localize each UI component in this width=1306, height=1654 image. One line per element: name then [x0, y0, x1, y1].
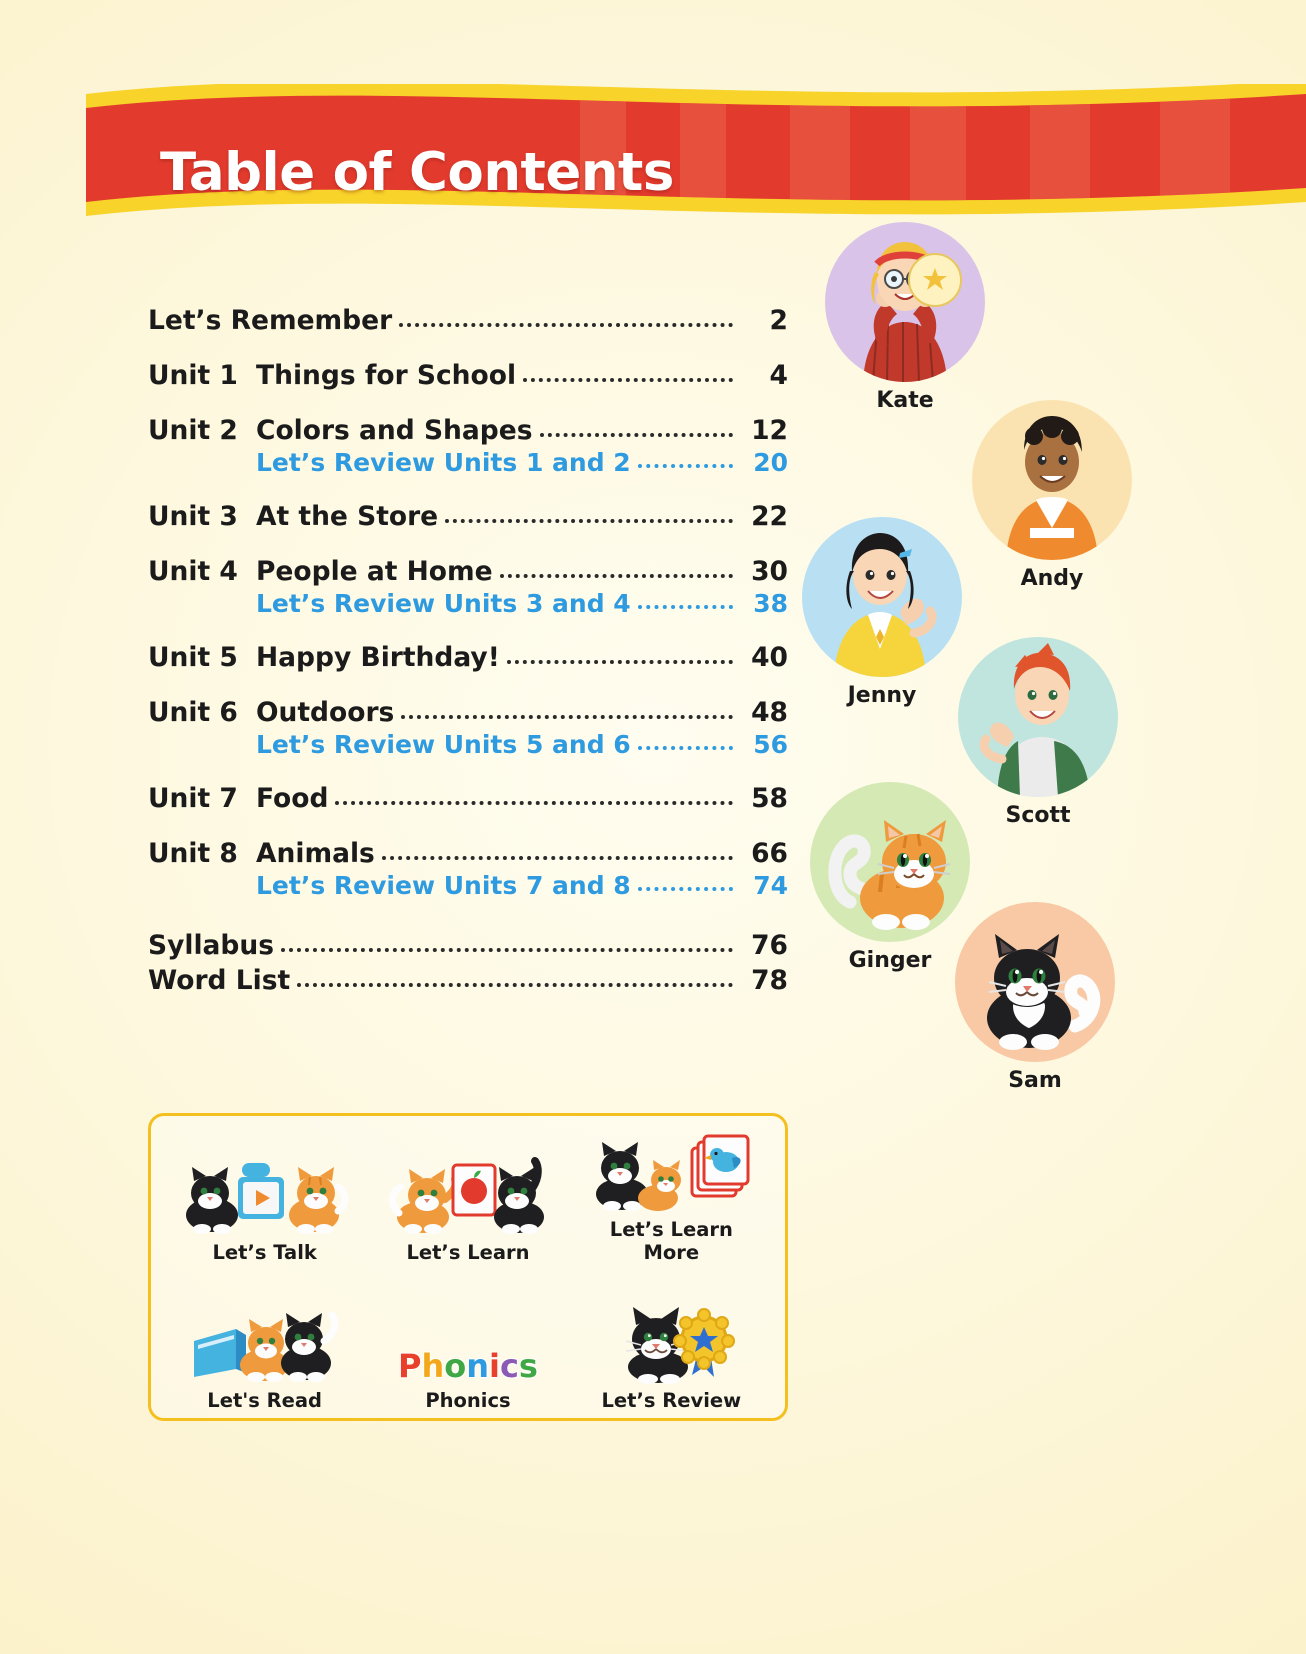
page-number: 78	[751, 965, 788, 996]
toc-row-review[interactable]	[148, 730, 788, 759]
phonics-word-icon	[380, 1293, 556, 1385]
leader-dots	[638, 463, 733, 468]
toc-row-review[interactable]	[148, 589, 788, 618]
page-number: 38	[753, 589, 788, 618]
toc-row[interactable]	[148, 783, 788, 814]
character-jenny[interactable]	[802, 517, 962, 708]
page-number: 2	[769, 305, 788, 336]
boy-avatar	[972, 400, 1132, 560]
toc-row-review[interactable]	[148, 448, 788, 477]
toc-row[interactable]	[148, 642, 788, 673]
entry-title: Animals	[256, 838, 375, 869]
character-name: Andy	[1020, 566, 1084, 591]
cats-with-book-icon	[177, 1293, 353, 1385]
toc-entry-unit-6	[148, 697, 788, 759]
page-number: 40	[751, 642, 788, 673]
review-title: Let’s Review Units 3 and 4	[256, 589, 631, 618]
review-title: Let’s Review Units 5 and 6	[256, 730, 631, 759]
character-scott[interactable]	[958, 637, 1118, 828]
leader-dots	[335, 800, 733, 805]
unit-label: Unit 6	[148, 697, 238, 728]
toc-entry-unit-4	[148, 556, 788, 618]
page-title: Table of Contents	[160, 142, 674, 203]
leader-dots	[540, 432, 733, 437]
toc-row[interactable]	[148, 415, 788, 446]
character-kate[interactable]	[825, 222, 985, 413]
boy-clapping-avatar	[958, 637, 1118, 797]
toc-row-word-list[interactable]	[148, 965, 788, 996]
leader-dots	[399, 322, 733, 327]
toc-entry-unit-2	[148, 415, 788, 477]
legend-label: Let’s Learn	[406, 1241, 530, 1264]
leader-dots	[401, 714, 733, 719]
unit-label: Unit 5	[148, 642, 238, 673]
review-title: Let’s Review Units 1 and 2	[256, 448, 631, 477]
toc-row[interactable]	[148, 556, 788, 587]
legend-label: Let's Read	[207, 1389, 322, 1412]
character-name: Jenny	[847, 683, 917, 708]
toc-row[interactable]	[148, 305, 788, 336]
girl-clapping-avatar	[802, 517, 962, 677]
entry-title: At the Store	[256, 501, 439, 532]
legend-row-2	[151, 1264, 785, 1412]
entry-title: Colors and Shapes	[256, 415, 533, 446]
page-number: 76	[751, 930, 788, 961]
entry-title: Things for School	[256, 360, 517, 391]
legend-label: Phonics	[425, 1389, 511, 1412]
page-number: 58	[751, 783, 788, 814]
legend-label: Let’s Review	[601, 1389, 742, 1412]
legend-label: Let’s Learn More	[609, 1218, 733, 1264]
unit-label: Unit 8	[148, 838, 238, 869]
page-number: 66	[751, 838, 788, 869]
unit-label: Unit 2	[148, 415, 238, 446]
toc-row-review[interactable]	[148, 871, 788, 900]
black-cat-avatar	[955, 902, 1115, 1062]
leader-dots	[500, 573, 733, 578]
legend-item-lets-read[interactable]	[177, 1293, 353, 1412]
character-gallery	[800, 222, 1170, 1112]
toc-entry-unit-5	[148, 642, 788, 673]
unit-label: Unit 1	[148, 360, 238, 391]
leader-dots	[382, 855, 733, 860]
section-icon-legend	[148, 1113, 788, 1421]
table-of-contents	[148, 305, 788, 1000]
character-ginger[interactable]	[810, 782, 970, 973]
legend-item-lets-learn-more[interactable]	[583, 1122, 759, 1264]
page-number: 30	[751, 556, 788, 587]
cat-with-award-ribbon-icon	[583, 1293, 759, 1385]
character-name: Scott	[1005, 803, 1071, 828]
legend-item-lets-learn[interactable]	[380, 1145, 556, 1264]
review-title: Let’s Review Units 7 and 8	[256, 871, 631, 900]
entry-title: Let’s Remember	[148, 305, 393, 336]
leader-dots	[638, 886, 733, 891]
entry-title: Outdoors	[256, 697, 395, 728]
orange-cat-avatar	[810, 782, 970, 942]
legend-item-lets-talk[interactable]	[177, 1145, 353, 1264]
toc-row[interactable]	[148, 838, 788, 869]
entry-title: Word List	[148, 965, 291, 996]
character-name: Kate	[876, 388, 934, 413]
toc-back-matter	[148, 930, 788, 996]
page-number: 12	[751, 415, 788, 446]
legend-label: Let’s Talk	[212, 1241, 317, 1264]
unit-label: Unit 3	[148, 501, 238, 532]
cats-with-video-player-icon	[177, 1145, 353, 1237]
character-name: Ginger	[848, 948, 932, 973]
page-number: 48	[751, 697, 788, 728]
cats-with-flashcards-icon	[583, 1122, 759, 1214]
entry-title: People at Home	[256, 556, 493, 587]
unit-label: Unit 4	[148, 556, 238, 587]
leader-dots	[638, 604, 733, 609]
unit-label: Unit 7	[148, 783, 238, 814]
page-number: 74	[753, 871, 788, 900]
toc-row[interactable]	[148, 697, 788, 728]
toc-entry-unit-8	[148, 838, 788, 900]
legend-item-lets-review[interactable]	[583, 1293, 759, 1412]
leader-dots	[507, 659, 733, 664]
toc-entry-unit-7	[148, 783, 788, 814]
entry-title: Syllabus	[148, 930, 275, 961]
entry-title: Happy Birthday!	[256, 642, 500, 673]
leader-dots	[281, 947, 733, 952]
toc-row-syllabus[interactable]	[148, 930, 788, 961]
girl-with-ball-avatar	[825, 222, 985, 382]
leader-dots	[523, 377, 733, 382]
toc-row[interactable]	[148, 360, 788, 391]
toc-entry-unit-3	[148, 501, 788, 532]
leader-dots	[297, 982, 733, 987]
page-number: 56	[753, 730, 788, 759]
page-number: 22	[751, 501, 788, 532]
toc-row[interactable]	[148, 501, 788, 532]
character-andy[interactable]	[972, 400, 1132, 591]
cats-with-apple-card-icon	[380, 1145, 556, 1237]
legend-row-1	[151, 1116, 785, 1264]
leader-dots	[445, 518, 733, 523]
entry-title: Food	[256, 783, 329, 814]
page-number: 4	[769, 360, 788, 391]
legend-item-phonics[interactable]	[380, 1293, 556, 1412]
leader-dots	[638, 745, 733, 750]
character-sam[interactable]	[955, 902, 1115, 1093]
phonics-word: Phonics	[397, 1347, 538, 1385]
page-number: 20	[753, 448, 788, 477]
character-name: Sam	[1008, 1068, 1062, 1093]
toc-entry-lets-remember	[148, 305, 788, 336]
toc-entry-unit-1	[148, 360, 788, 391]
